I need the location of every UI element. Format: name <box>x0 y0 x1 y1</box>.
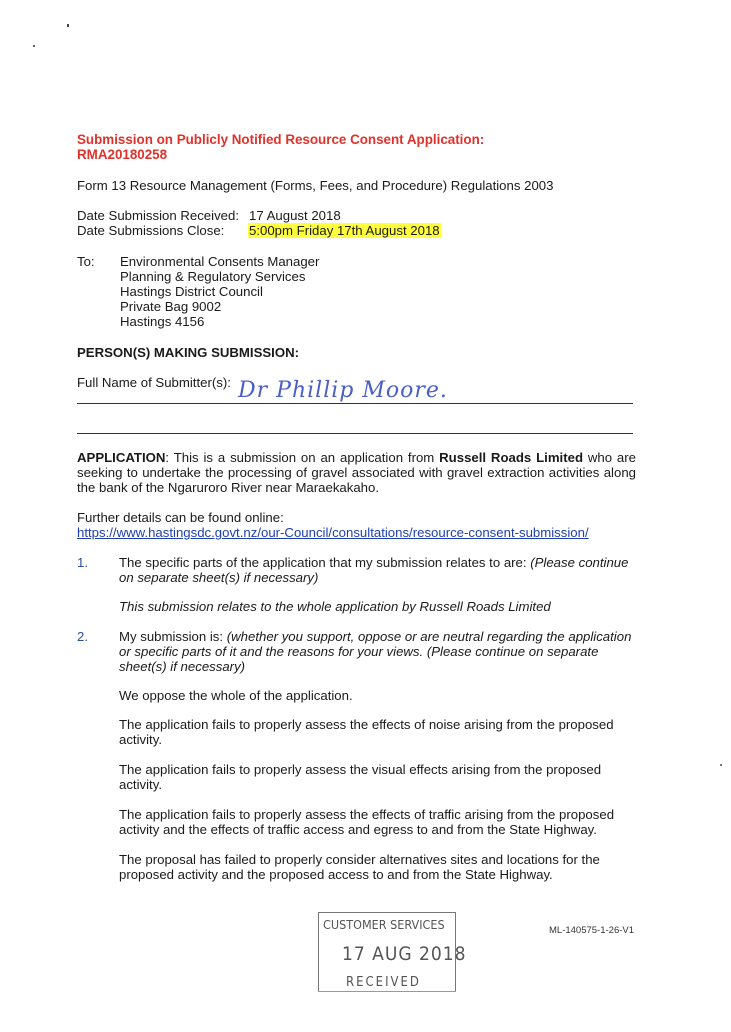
close-value: 5:00pm Friday 17th August 2018 <box>249 223 440 238</box>
address-block <box>120 254 319 329</box>
application-text-pre: : This is a submission on an application from <box>165 450 440 465</box>
close-label: Date Submissions Close: <box>77 223 225 238</box>
to-label: To: <box>77 254 95 269</box>
persons-heading: PERSON(S) MAKING SUBMISSION: <box>77 345 299 360</box>
document-reference: ML-140575-1-26-V1 <box>549 925 635 936</box>
address-line: Planning & Regulatory Services <box>120 269 306 284</box>
application-label: APPLICATION <box>77 450 166 465</box>
details-link[interactable]: https://www.hastingsdc.govt.nz/our-Council/consultations/resource-consent-submission/ <box>77 525 589 540</box>
address-line: Private Bag 9002 <box>120 299 222 314</box>
name-underline <box>77 403 633 404</box>
applicant-name: Russell Roads Limited <box>439 450 583 465</box>
item-2-question: My submission is: <box>119 629 227 644</box>
title-line-2: RMA20180258 <box>77 147 168 162</box>
item-2-paragraph: The application fails to properly assess the visual effects arising from the proposed activity. <box>119 762 602 792</box>
item-1-note: (Please continue on separate sheet(s) if necessary) <box>119 555 629 585</box>
item-2-paragraph: The proposal has failed to properly consider alternatives sites and locations for the proposed activity and the proposed access to and from the State Highway. <box>119 852 600 882</box>
address-line: Environmental Consents Manager <box>120 254 320 269</box>
address-line: Hastings 4156 <box>120 314 205 329</box>
full-name-label: Full Name of Submitter(s): <box>77 375 231 390</box>
item-2-paragraph: The application fails to properly assess the effects of traffic arising from the proposed activity and the effects of traffic access and egress to and from the State Highway. <box>119 807 615 837</box>
stamp-border-left <box>318 912 319 992</box>
title-line-1: Submission on Publicly Notified Resource Consent Application: <box>77 132 485 147</box>
stamp-line-3: RECEIVED <box>346 976 421 986</box>
address-line: Hastings District Council <box>120 284 263 299</box>
item-number-1: 1. <box>77 555 88 570</box>
item-1-text <box>119 555 639 585</box>
item-1-question: The specific parts of the application that my submission relates to are: <box>119 555 531 570</box>
handwritten-name: Dr Phillip Moore. <box>238 378 448 403</box>
received-value: 17 August 2018 <box>249 208 341 223</box>
item-2-note: (whether you support, oppose or are neutral regarding the application or specific parts of it and the reasons for your views. (Please continue on separate sheet(s) if necessary) <box>119 629 632 674</box>
application-text-post: who are seeking to undertake the processing of gravel associated with gravel extraction activities along the bank of the Ngaruroro River near Maraekakaho. <box>77 450 636 495</box>
scan-speck <box>67 24 69 27</box>
stamp-date: 17 AUG 2018 <box>342 943 467 965</box>
item-2-text <box>119 629 635 674</box>
received-label: Date Submission Received: <box>77 208 239 223</box>
further-label: Further details can be found online: <box>77 510 284 525</box>
stamp-border-bottom <box>318 991 456 992</box>
scan-speck <box>720 764 722 766</box>
item-1-response: This submission relates to the whole application by Russell Roads Limited <box>119 599 551 614</box>
item-2-paragraph: We oppose the whole of the application. <box>119 688 353 703</box>
stamp-line-1: CUSTOMER SERVICES <box>323 917 445 932</box>
name-underline-2 <box>77 433 633 434</box>
form-line: Form 13 Resource Management (Forms, Fees, and Procedure) Regulations 2003 <box>77 178 554 193</box>
stamp-line-3-clip <box>346 976 426 986</box>
stamp-border-top <box>318 912 456 913</box>
received-stamp <box>318 912 467 992</box>
scan-speck <box>33 45 35 47</box>
item-2-paragraph: The application fails to properly assess the effects of noise arising from the proposed activity. <box>119 717 614 747</box>
application-paragraph <box>77 450 636 495</box>
item-number-2: 2. <box>77 629 88 644</box>
